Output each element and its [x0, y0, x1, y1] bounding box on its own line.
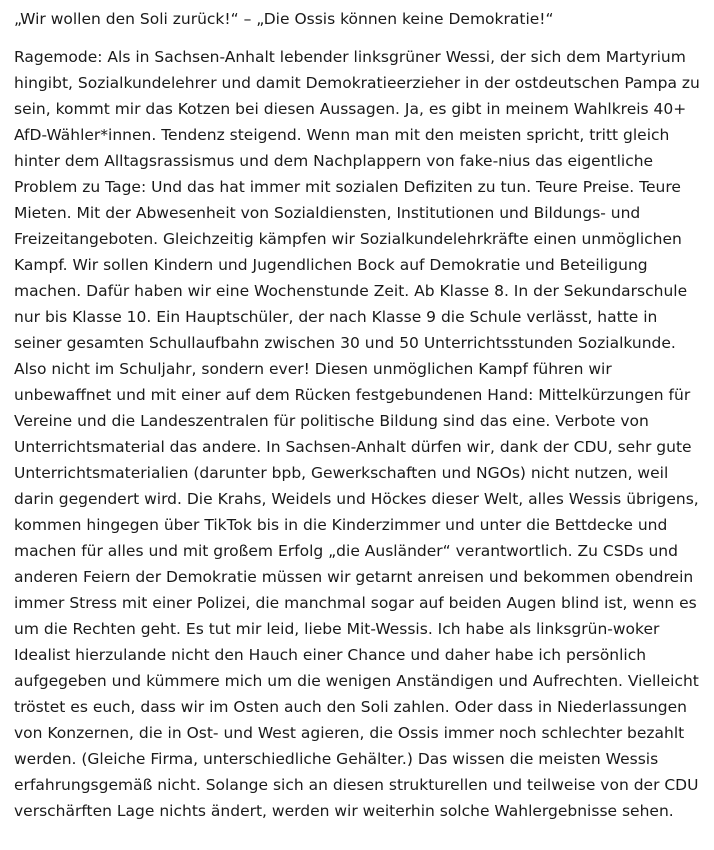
- body-line: AfD-Wähler*innen. Tendenz steigend. Wenn man mit den meisten spricht, tritt gleich: [14, 126, 670, 144]
- body-line: Problem zu Tage: Und das hat immer mit sozialen Defiziten zu tun. Teure Preise. Teure: [14, 178, 681, 196]
- body-line: Idealist hierzulande nicht den Hauch einer Chance und daher habe ich persönlich: [14, 646, 647, 664]
- body-line: Mieten. Mit der Abwesenheit von Sozialdiensten, Institutionen und Bildungs- und: [14, 204, 641, 222]
- body-line: Ragemode: Als in Sachsen-Anhalt lebender linksgrüner Wessi, der sich dem Martyrium: [14, 48, 686, 66]
- body-line: Vereine und die Landeszentralen für politische Bildung sind das eine. Verbote von: [14, 412, 649, 430]
- body-line: machen für alles und mit großem Erfolg „die Ausländer“ verantwortlich. Zu CSDs und: [14, 542, 678, 560]
- body-line: Freizeitangeboten. Gleichzeitig kämpfen wir Sozialkundelehrkräfte einen unmöglichen: [14, 230, 682, 248]
- body-line: darin gegendert wird. Die Krahs, Weidels und Höckes dieser Welt, alles Wessis übrigens,: [14, 490, 699, 508]
- body-line: unbewaffnet und mit einer auf dem Rücken festgebundenen Hand: Mittelkürzungen für: [14, 386, 691, 404]
- body-line: von Konzernen, die in Ost- und West agieren, die Ossis immer noch schlechter bezahlt: [14, 724, 685, 742]
- body-line: werden. (Gleiche Firma, unterschiedliche Gehälter.) Das wissen die meisten Wessis: [14, 750, 659, 768]
- body-line: machen. Dafür haben wir eine Wochenstunde Zeit. Ab Klasse 8. In der Sekundarschule: [14, 282, 688, 300]
- body-line: nur bis Klasse 10. Ein Hauptschüler, der nach Klasse 9 die Schule verlässt, hatte in: [14, 308, 658, 326]
- body-line: verschärften Lage nichts ändert, werden wir weiterhin solche Wahlergebnisse sehen.: [14, 802, 674, 820]
- body-line: sein, kommt mir das Kotzen bei diesen Aussagen. Ja, es gibt in meinem Wahlkreis 40+: [14, 100, 687, 118]
- body-line: hinter dem Alltagsrassismus und dem Nachplappern von fake-nius das eigentliche: [14, 152, 654, 170]
- body-line: hingibt, Sozialkundelehrer und damit Demokratieerzieher in der ostdeutschen Pampa zu: [14, 74, 700, 92]
- body-line: tröstet es euch, dass wir im Osten auch den Soli zahlen. Oder dass in Niederlassungen: [14, 698, 687, 716]
- body-line: immer Stress mit einer Polizei, die manchmal sogar auf beiden Augen blind ist, wenn es: [14, 594, 697, 612]
- body-line: um die Rechten geht. Es tut mir leid, liebe Mit-Wessis. Ich habe als linksgrün-woker: [14, 620, 660, 638]
- post-headline: „Wir wollen den Soli zurück!“ – „Die Ossis können keine Demokratie!“: [14, 10, 554, 28]
- body-line: Unterrichtsmaterial das andere. In Sachsen-Anhalt dürfen wir, dank der CDU, sehr gute: [14, 438, 692, 456]
- body-line: Kampf. Wir sollen Kindern und Jugendlichen Bock auf Demokratie und Beteiligung: [14, 256, 648, 274]
- post-body: [14, 44, 700, 824]
- body-line: kommen hingegen über TikTok bis in die Kinderzimmer und unter die Bettdecke und: [14, 516, 668, 534]
- body-line: erfahrungsgemäß nicht. Solange sich an diesen strukturellen und teilweise von der CDU: [14, 776, 699, 794]
- body-line: seiner gesamten Schullaufbahn zwischen 30 und 50 Unterrichtsstunden Sozialkunde.: [14, 334, 676, 352]
- body-line: anderen Feiern der Demokratie müssen wir getarnt anreisen und bekommen obendrein: [14, 568, 694, 586]
- body-line: aufgegeben und kümmere mich um die wenigen Anständigen und Aufrechten. Vielleicht: [14, 672, 699, 690]
- body-line: Also nicht im Schuljahr, sondern ever! Diesen unmöglichen Kampf führen wir: [14, 360, 612, 378]
- body-line: Unterrichtsmaterialien (darunter bpb, Gewerkschaften und NGOs) nicht nutzen, weil: [14, 464, 669, 482]
